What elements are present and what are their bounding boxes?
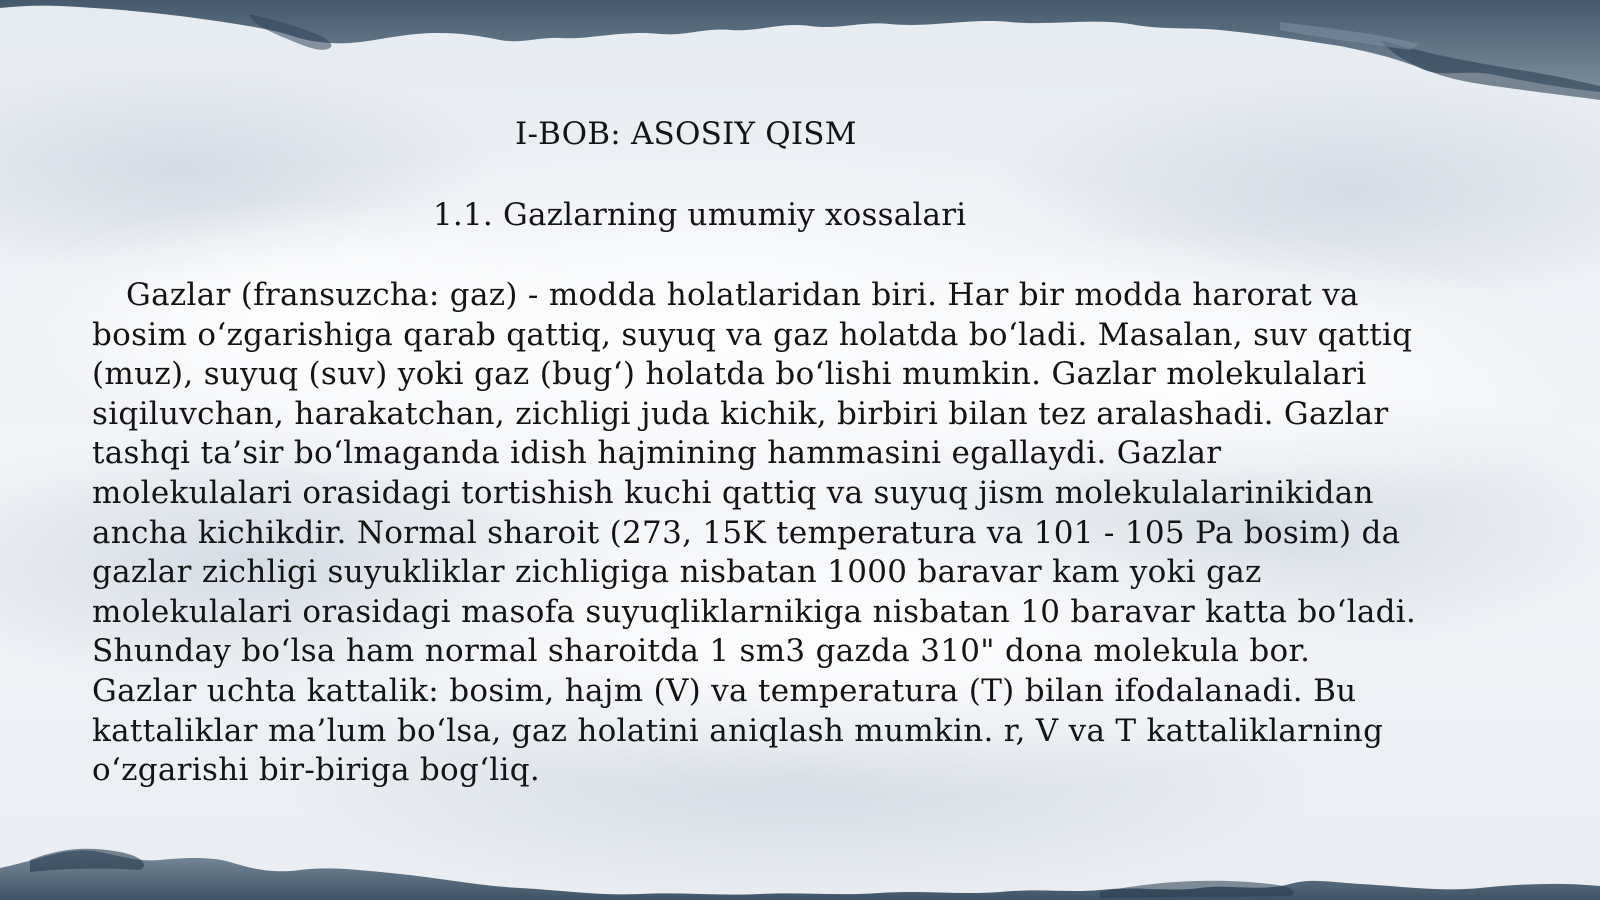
paragraph-line: tashqi ta’sir bo‘lmaganda idish hajmining hammasini egallaydi. Gazlar bbox=[92, 435, 1222, 472]
chapter-title: I-BOB: ASOSIY QISM bbox=[515, 116, 857, 152]
paragraph-line: Shunday bo‘lsa ham normal sharoitda 1 sm3 gazda 310" dona molekula bor. bbox=[92, 633, 1311, 670]
paragraph-line: siqiluvchan, harakatchan, zichligi juda kichik, birbiri bilan tez aralashadi. Gazlar bbox=[92, 395, 1389, 432]
paragraph-line: molekulalari orasidagi tortishish kuchi qattiq va suyuq jism molekulalarinikidan bbox=[92, 474, 1374, 511]
paragraph-line: molekulalari orasidagi masofa suyuqliklarnikiga nisbatan 10 baravar katta bo‘ladi. bbox=[92, 593, 1417, 630]
paragraph-line: o‘zgarishi bir-biriga bog‘liq. bbox=[92, 752, 541, 789]
body-paragraph bbox=[92, 276, 1552, 791]
paragraph-line: gazlar zichligi suyukliklar zichligiga nisbatan 1000 baravar kam yoki gaz bbox=[92, 554, 1262, 591]
section-title: 1.1. Gazlarning umumiy xossalari bbox=[433, 197, 967, 233]
paragraph-line: bosim o‘zgarishiga qarab qattiq, suyuq va gaz holatda bo‘ladi. Masalan, suv qattiq bbox=[92, 316, 1413, 353]
paragraph-line: Gazlar uchta kattalik: bosim, hajm (V) va temperatura (T) bilan ifodalanadi. Bu bbox=[92, 672, 1357, 709]
paragraph-line: kattaliklar ma’lum bo‘lsa, gaz holatini aniqlash mumkin. r, V va T kattaliklarning bbox=[92, 712, 1384, 749]
paragraph-line: ancha kichikdir. Normal sharoit (273, 15K temperatura va 101 - 105 Pa bosim) da bbox=[92, 514, 1401, 551]
paragraph-line: Gazlar (fransuzcha: gaz) - modda holatlaridan biri. Har bir modda harorat va bbox=[126, 277, 1359, 313]
paragraph-line: (muz), suyuq (suv) yoki gaz (bug‘) holatda bo‘lishi mumkin. Gazlar molekulalari bbox=[92, 356, 1367, 393]
